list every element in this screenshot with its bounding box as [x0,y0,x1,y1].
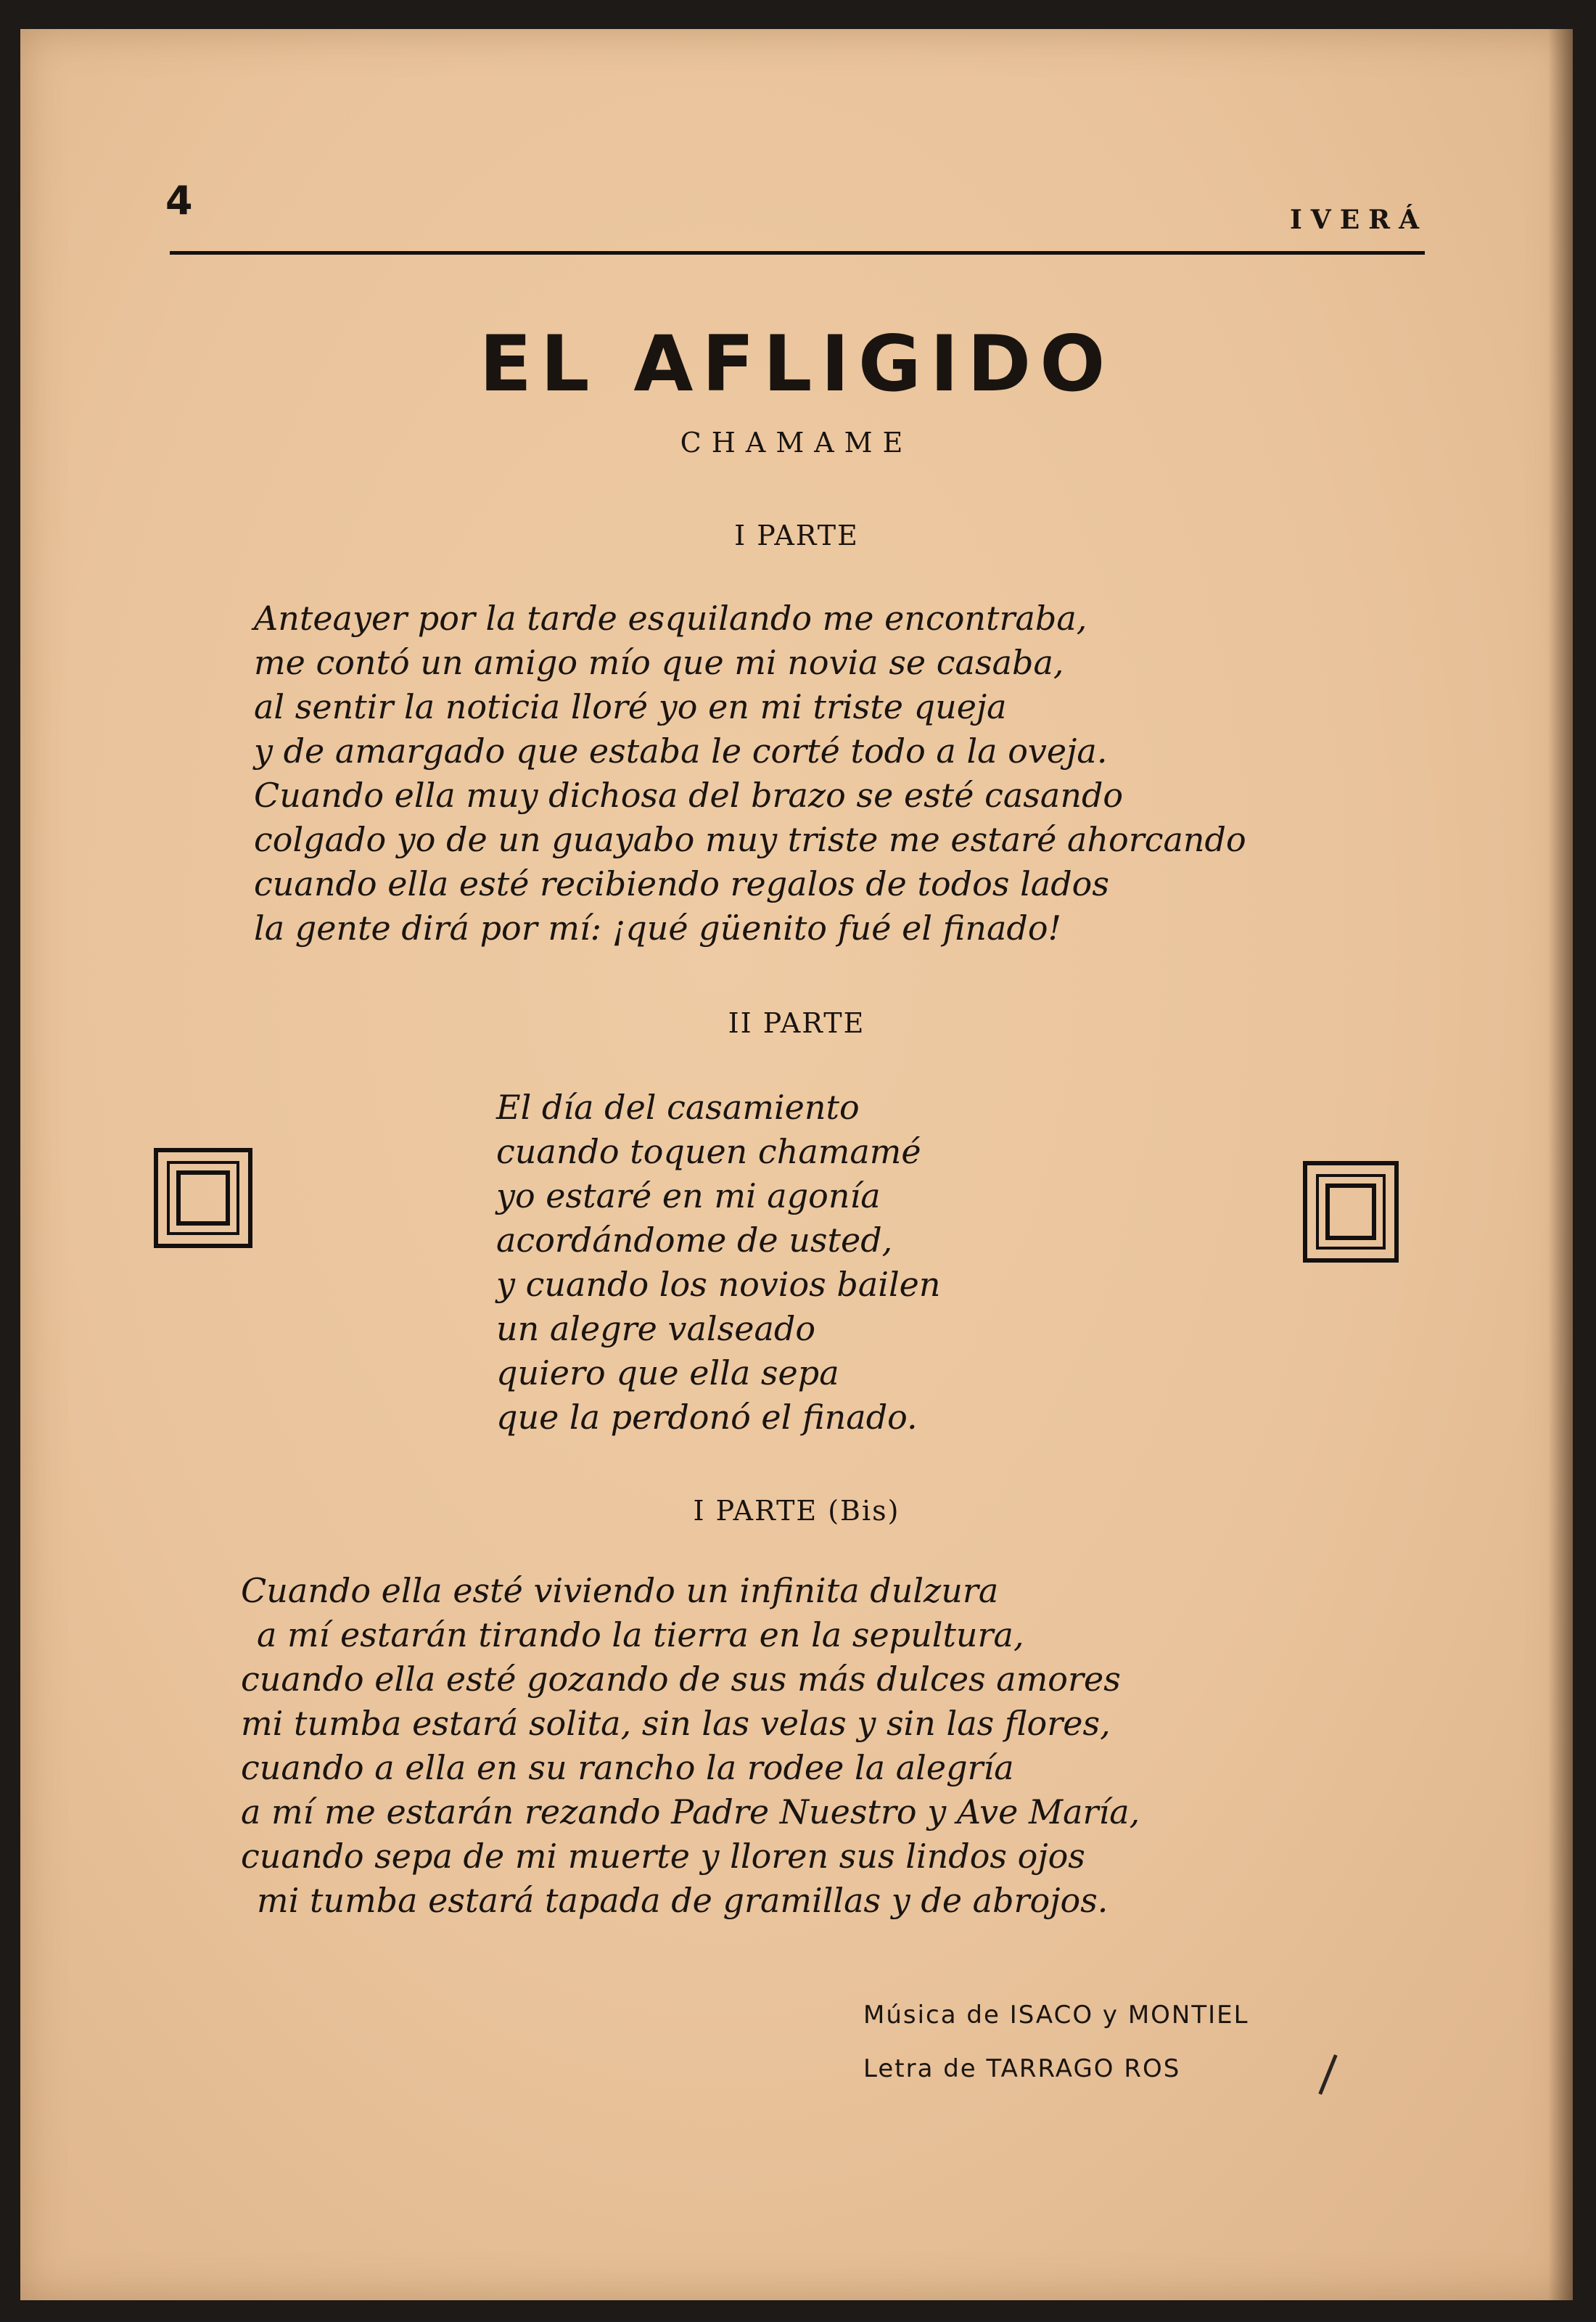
square-ornament-right [1303,1161,1399,1263]
verse-line: cuando ella esté recibiendo regalos de todos lados [254,864,1109,903]
verse-line: mi tumba estará tapada de gramillas y de abrojos. [257,1881,1108,1920]
verse-part-1-bis [241,1569,1140,1923]
verse-line: yo estaré en mi agonía [496,1176,881,1215]
section-heading-3: I PARTE (Bis) [693,1495,900,1527]
verse-line: Cuando ella esté viviendo un infinita dulzura [241,1571,999,1610]
verse-line: mi tumba estará solita, sin las velas y sin las flores, [241,1704,1111,1743]
verse-line: El día del casamiento [496,1088,860,1127]
verse-line: colgado yo de un guayabo muy triste me estaré ahorcando [254,820,1246,859]
verse-line: al sentir la noticia lloré yo en mi triste queja [254,687,1007,726]
verse-line: cuando toquen chamamé [496,1132,921,1171]
verse-line: que la perdonó el finado. [496,1398,918,1437]
music-credit: Música de ISACO y MONTIEL [863,2001,1249,2030]
verse-line: un alegre valseado [496,1309,816,1348]
verse-line: cuando sepa de mi muerte y lloren sus lindos ojos [241,1837,1085,1876]
verse-line: cuando a ella en su rancho la rodee la alegría [241,1748,1014,1787]
verse-line: a mí me estarán rezando Padre Nuestro y Ave María, [241,1792,1140,1831]
verse-line: Anteayer por la tarde esquilando me encontraba, [254,599,1087,638]
verse-line: me contó un amigo mío que mi novia se casaba, [254,643,1064,682]
verse-line: la gente dirá por mí: ¡qué güenito fué el finado! [254,908,1062,948]
section-heading-1: I PARTE [734,520,859,551]
lyrics-credit: Letra de TARRAGO ROS [863,2054,1181,2083]
song-genre: CHAMAME [680,427,913,459]
verse-line: a mí estarán tirando la tierra en la sepultura, [257,1615,1024,1654]
header-rule [170,251,1425,255]
running-title: IVERÁ [1289,205,1428,235]
section-heading-2: II PARTE [728,1007,865,1039]
song-title: EL AFLIGIDO [479,319,1114,409]
verse-line: quiero que ella sepa [496,1353,839,1392]
verse-line: cuando ella esté gozando de sus más dulces amores [241,1660,1121,1699]
square-ornament-left [154,1148,252,1248]
verse-line: Cuando ella muy dichosa del brazo se esté casando [254,776,1124,815]
verse-part-1 [254,596,1246,951]
verse-part-2 [496,1086,941,1440]
song-credits [863,1988,1249,2096]
verse-line: acordándome de usted, [496,1221,893,1260]
book-page [20,29,1573,2300]
page-number: 4 [165,178,193,223]
verse-line: y cuando los novios bailen [496,1265,941,1304]
pencil-mark [1318,2054,1337,2095]
verse-line: y de amargado que estaba le corté todo a la oveja. [254,731,1108,771]
